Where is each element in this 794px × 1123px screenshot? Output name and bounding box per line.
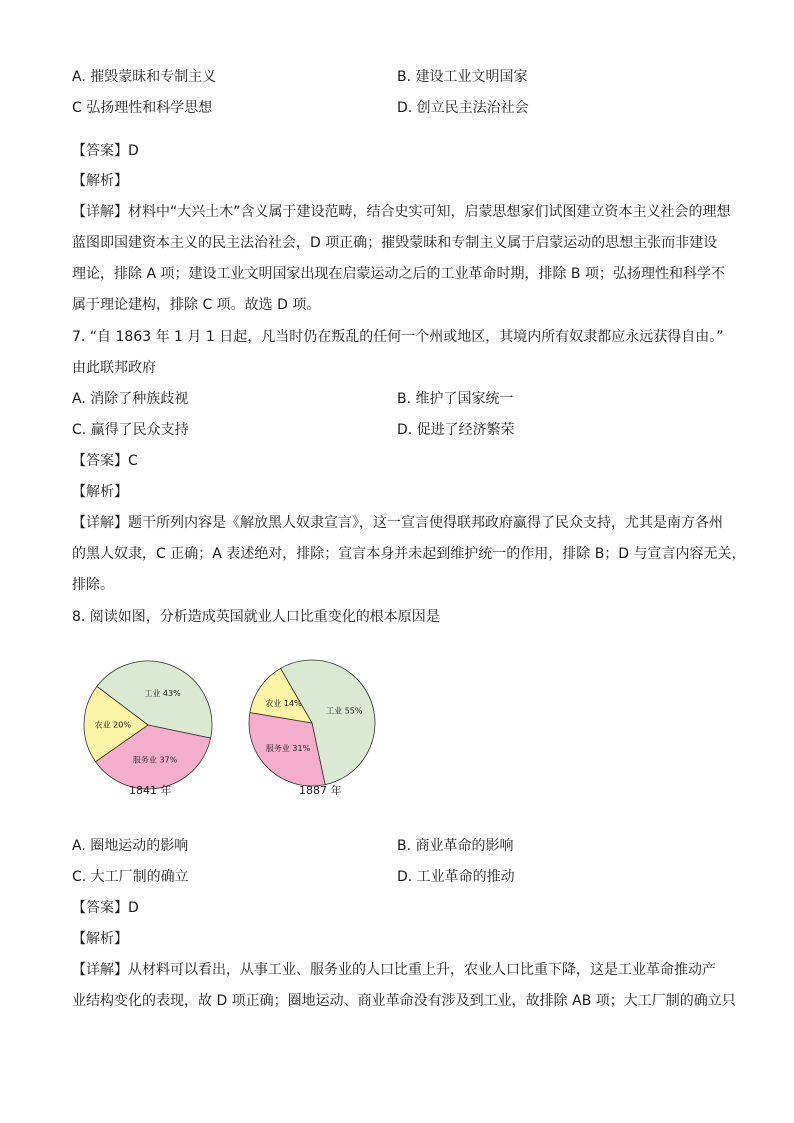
q6-option-b: B. 建设工业文明国家 [397,69,528,85]
q6-analysis-heading: 【解析】 [72,173,128,189]
q8-option-c: C. 大工厂制的确立 [72,869,189,885]
pie-charts-figure [80,640,390,810]
q6-detail-line-4: 属于理论建构，排除 C 项。故选 D 项。 [72,297,321,313]
q8-option-b: B. 商业革命的影响 [397,838,514,854]
q8-detail-line-2: 业结构变化的表现，故 D 项正确；圈地运动、商业革命没有涉及到工业，故排除 AB 项；大工厂制的确立只 [72,993,736,1009]
q7-option-c: C. 赢得了民众支持 [72,422,189,438]
pie-0-label-0: 工业 43% [144,688,181,698]
q7-stem-line-2: 由此联邦政府 [72,360,156,376]
q6-answer: 【答案】D [72,143,139,159]
q7-answer: 【答案】C [72,453,138,469]
q7-detail-line-2: 的黑人奴隶，C 正确；A 表述绝对，排除；宣言本身并未起到维护统一的作用，排除 B；D 与宣言内容无关， [72,546,746,562]
pie-1-label-2: 农业 14% [265,699,302,709]
pie-1887-caption: 1887 年 [299,784,342,797]
q6-option-a: A. 摧毁蒙昧和专制主义 [72,69,217,85]
q7-analysis-heading: 【解析】 [72,484,128,500]
q8-option-d: D. 工业革命的推动 [397,869,515,885]
q8-detail-line-1: 【详解】从材料可以看出，从事工业、服务业的人口比重上升，农业人口比重下降，这是工业革命推动产 [72,962,716,978]
q7-detail-line-3: 排除。 [72,577,114,593]
q8-option-a: A. 圈地运动的影响 [72,838,189,854]
q7-option-a: A. 消除了种族歧视 [72,391,189,407]
pie-0-label-1: 服务业 37% [132,755,178,765]
q6-detail-line-2: 蓝图即国建资本主义的民主法治社会，D 项正确；摧毁蒙昧和专制主义属于启蒙运动的思想主张而非建设 [72,235,718,251]
q7-option-d: D. 促进了经济繁荣 [397,422,515,438]
q6-option-d: D. 创立民主法治社会 [397,100,529,116]
pie-1841-caption: 1841 年 [129,784,172,797]
pie-1-label-0: 工业 55% [326,706,363,716]
q8-analysis-heading: 【解析】 [72,931,128,947]
q7-detail-line-1: 【详解】题干所列内容是《解放黑人奴隶宣言》，这一宣言使得联邦政府赢得了民众支持，尤其是南方各州 [72,515,723,531]
q6-detail-line-3: 理论，排除 A 项；建设工业文明国家出现在启蒙运动之后的工业革命时期，排除 B 项；弘扬理性和科学不 [72,266,725,282]
q7-option-b: B. 维护了国家统一 [397,391,514,407]
pie-0-label-2: 农业 20% [94,720,131,730]
q6-option-c: C 弘扬理性和科学思想 [72,100,213,116]
q8-stem: 8. 阅读如图，分析造成英国就业人口比重变化的根本原因是 [72,609,440,625]
q8-answer: 【答案】D [72,900,139,916]
pie-1-label-1: 服务业 31% [265,744,311,754]
q6-detail-line-1: 【详解】材料中“大兴土木”含义属于建设范畴，结合史实可知，启蒙思想家们试图建立资本主义社会的理想 [72,204,731,220]
q7-stem-line-1: 7. “自 1863 年 1 月 1 日起，凡当时仍在叛乱的任何一个州或地区，其境内所有奴隶都应永远获得自由。” [72,329,724,345]
